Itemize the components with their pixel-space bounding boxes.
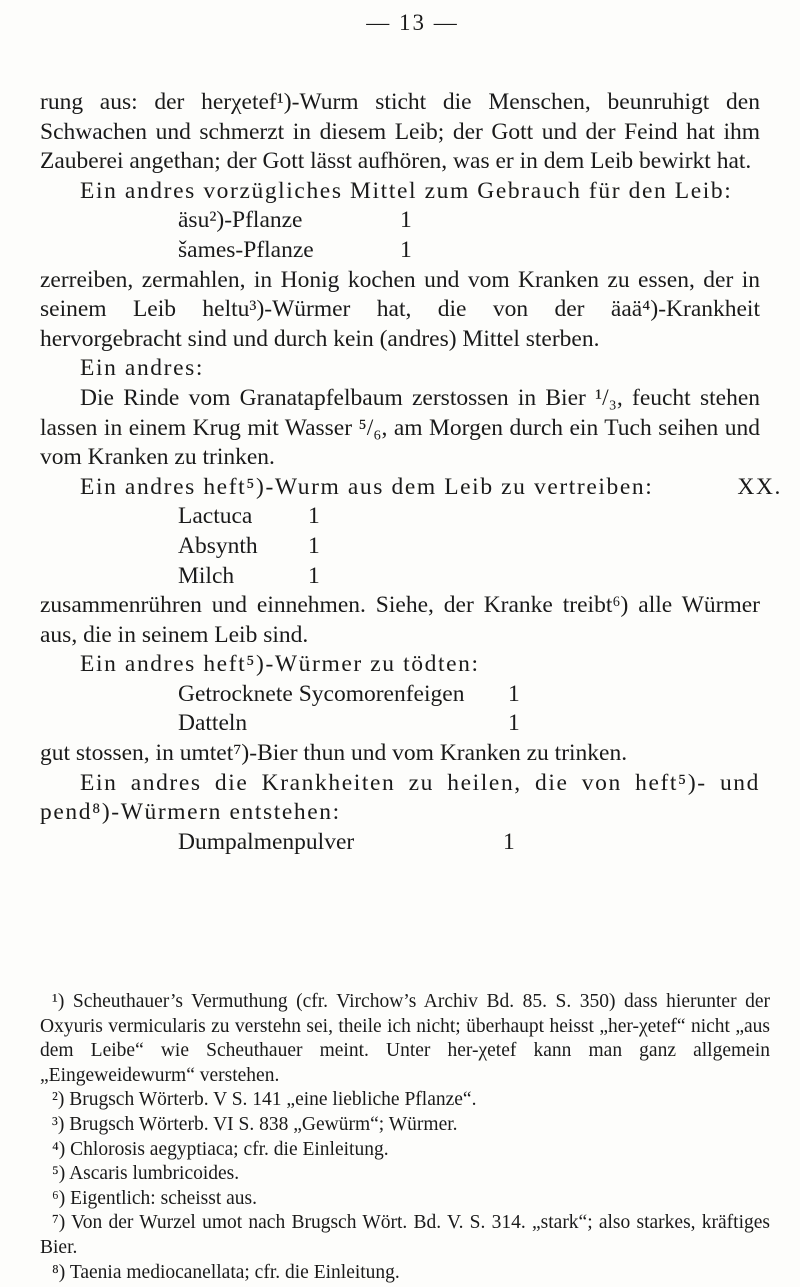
section-heading <box>40 473 782 503</box>
footnotes <box>40 990 770 1285</box>
section-heading: Ein andres vorzügliches Mittel zum Gebrauch für den Leib: <box>80 177 733 204</box>
paragraph: gut stossen, in umtet⁷)-Bier thun und vom Kranken zu trinken. <box>40 740 628 767</box>
ingredient-name: Getrocknete Sycomorenfeigen <box>178 680 465 707</box>
recipe-ingredient <box>40 236 760 266</box>
paragraph: zusammenrühren und einnehmen. Siehe, der Kranke treibt⁶) alle Würmer aus, die in seinem Leib sind. <box>40 592 760 648</box>
ingredient-quantity: 1 <box>503 828 515 855</box>
ingredient-name: Lactuca <box>178 503 253 530</box>
recipe-ingredient <box>40 206 760 236</box>
footnote: ⁷) Von der Wurzel umot nach Brugsch Wört. Bd. V. S. 314. „stark“; also starkes, kräftiges Bier. <box>40 1212 770 1258</box>
footnote: ⁴) Chlorosis aegyptiaca; cfr. die Einleitung. <box>52 1138 389 1160</box>
margin-note: XX. <box>737 473 782 500</box>
ingredient-name: Dumpalmenpulver <box>178 828 355 855</box>
footnote: ¹) Scheuthauer’s Vermuthung (cfr. Virchow’s Archiv Bd. 85. S. 350) dass hierunter der Oxyuris vermicularis zu verstehn sei, theile ich nicht; überhaupt heisst „her-χetef“ nicht „aus dem Leibe“ wie Scheuthauer meint. Unter her-χetef kann man ganz allgemein „Eingeweidewurm“ verstehen. <box>40 991 770 1086</box>
ingredient-quantity: 1 <box>400 236 412 263</box>
recipe-ingredient <box>40 709 760 739</box>
ingredient-name: Datteln <box>178 710 248 737</box>
main-text <box>40 88 782 857</box>
ingredient-quantity: 1 <box>508 710 520 737</box>
recipe-ingredient <box>40 828 760 858</box>
ingredient-quantity: 1 <box>400 207 412 234</box>
ingredient-quantity: 1 <box>308 562 320 589</box>
footnote: ⁸) Taenia mediocanellata; cfr. die Einleitung. <box>52 1261 400 1283</box>
ingredient-quantity: 1 <box>308 532 320 559</box>
footnote: ²) Brugsch Wörterb. V S. 141 „eine liebliche Pflanze“. <box>52 1089 477 1111</box>
section-heading: Ein andres: <box>80 355 204 382</box>
ingredient-quantity: 1 <box>308 503 320 530</box>
recipe-ingredient <box>40 680 760 710</box>
section-heading: Ein andres heft⁵)-Würmer zu tödten: <box>80 651 480 678</box>
recipe-ingredient <box>40 562 760 592</box>
ingredient-name: Milch <box>178 562 235 589</box>
heading-text: Ein andres heft⁵)-Wurm aus dem Leib zu vertreiben: <box>80 473 654 500</box>
footnote: ³) Brugsch Wörterb. VI S. 838 „Gewürm“; Würmer. <box>52 1113 458 1135</box>
footnote: ⁶) Eigentlich: scheisst aus. <box>52 1187 258 1209</box>
paragraph: zerreiben, zermahlen, in Honig kochen und vom Kranken zu essen, der in seinem Leib heltu³)-Würmer hat, die von der äaä⁴)-Krankheit hervorgebracht sind und durch kein (andres) Mittel sterben. <box>40 266 760 352</box>
ingredient-name: äsu²)-Pflanze <box>178 207 303 234</box>
paragraph: rung aus: der herχetef¹)-Wurm sticht die Menschen, beunruhigt den Schwachen und schmerzt in diesem Leib; der Gott und der Feind hat ihm Zauberei angethan; der Gott lässt aufhören, was er in dem Leib bewirkt hat. <box>40 89 760 175</box>
footnote: ⁵) Ascaris lumbricoides. <box>52 1163 240 1185</box>
paragraph: Die Rinde vom Granatapfelbaum zerstossen in Bier ¹/₃, feucht stehen lassen in einem Krug mit Wasser ⁵/₆, am Morgen durch ein Tuch seihen und vom Kranken zu trinken. <box>40 384 760 471</box>
ingredient-name: šames-Pflanze <box>178 236 314 263</box>
page-number: — 13 — <box>366 10 459 35</box>
ingredient-name: Absynth <box>178 532 258 559</box>
ingredient-quantity: 1 <box>508 680 520 707</box>
recipe-ingredient <box>40 502 760 532</box>
recipe-ingredient <box>40 532 760 562</box>
section-heading: Ein andres die Krankheiten zu heilen, die von heft⁵)- und pend⁸)-Würmern entstehen: <box>40 769 760 826</box>
